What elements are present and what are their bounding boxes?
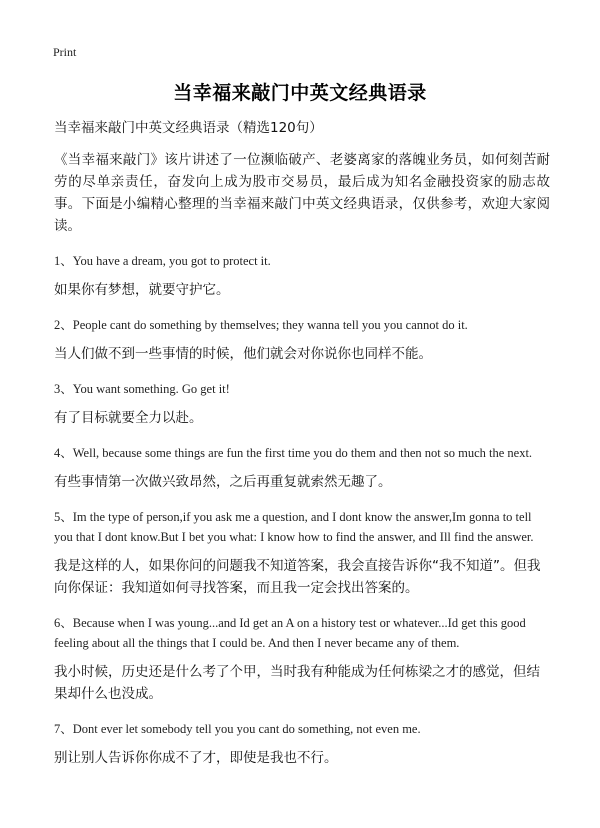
quote-item — [54, 379, 550, 429]
article-intro: 《当幸福来敲门》该片讲述了一位濒临破产、老婆离家的落魄业务员，如何刻苦耐劳的尽单亲责任，奋发向上成为股市交易员，最后成为知名金融投资家的励志故事。下面是小编精心整理的当幸福来敲门中英文经典语录，仅供参考，欢迎大家阅读。 — [54, 152, 550, 234]
quote-chinese: 我小时候，历史还是什么考了个甲，当时我有种能成为任何栋梁之才的感觉，但结果却什么也没成。 — [54, 664, 540, 702]
quote-chinese: 有些事情第一次做兴致昂然，之后再重复就索然无趣了。 — [54, 474, 392, 490]
quote-item — [54, 507, 550, 599]
quote-chinese: 如果你有梦想，就要守护它。 — [54, 282, 230, 298]
print-link[interactable]: Print — [53, 45, 77, 59]
quote-item — [54, 719, 550, 769]
quote-item — [54, 613, 550, 705]
quote-item — [54, 315, 550, 365]
quote-english: 2、People cant do something by themselves; they wanna tell you you cannot do it. — [54, 318, 468, 332]
quote-english: 3、You want something. Go get it! — [54, 382, 230, 396]
quote-english: 4、Well, because some things are fun the first time you do them and then not so much the next. — [54, 446, 533, 460]
quote-english: 7、Dont ever let somebody tell you you cant do something, not even me. — [54, 722, 421, 736]
article-body — [54, 117, 550, 783]
quote-chinese: 有了目标就要全力以赴。 — [54, 410, 203, 426]
article-subtitle: 当幸福来敲门中英文经典语录（精选120句） — [54, 120, 323, 136]
page-title: 当幸福来敲门中英文经典语录 — [173, 82, 427, 104]
quote-item — [54, 443, 550, 493]
quote-english: 6、Because when I was young...and Id get an A on a history test or whatever...Id get this good feeling about all the things that I could be. And then I never became any of them. — [54, 616, 526, 650]
quote-chinese: 别让别人告诉你你成不了才，即使是我也不行。 — [54, 750, 338, 766]
quote-chinese: 我是这样的人，如果你问的问题我不知道答案，我会直接告诉你“我不知道”。但我向你保证：我知道如何寻找答案，而且我一定会找出答案的。 — [54, 558, 541, 596]
quote-chinese: 当人们做不到一些事情的时候，他们就会对你说你也同样不能。 — [54, 346, 432, 362]
quote-english: 5、Im the type of person,if you ask me a question, and I dont know the answer,Im gonna to tell you that I dont know.But I bet you what: I know how to find the answer, and Ill find the answer. — [54, 510, 534, 544]
quote-english: 1、You have a dream, you got to protect it. — [54, 254, 271, 268]
quote-item — [54, 251, 550, 301]
